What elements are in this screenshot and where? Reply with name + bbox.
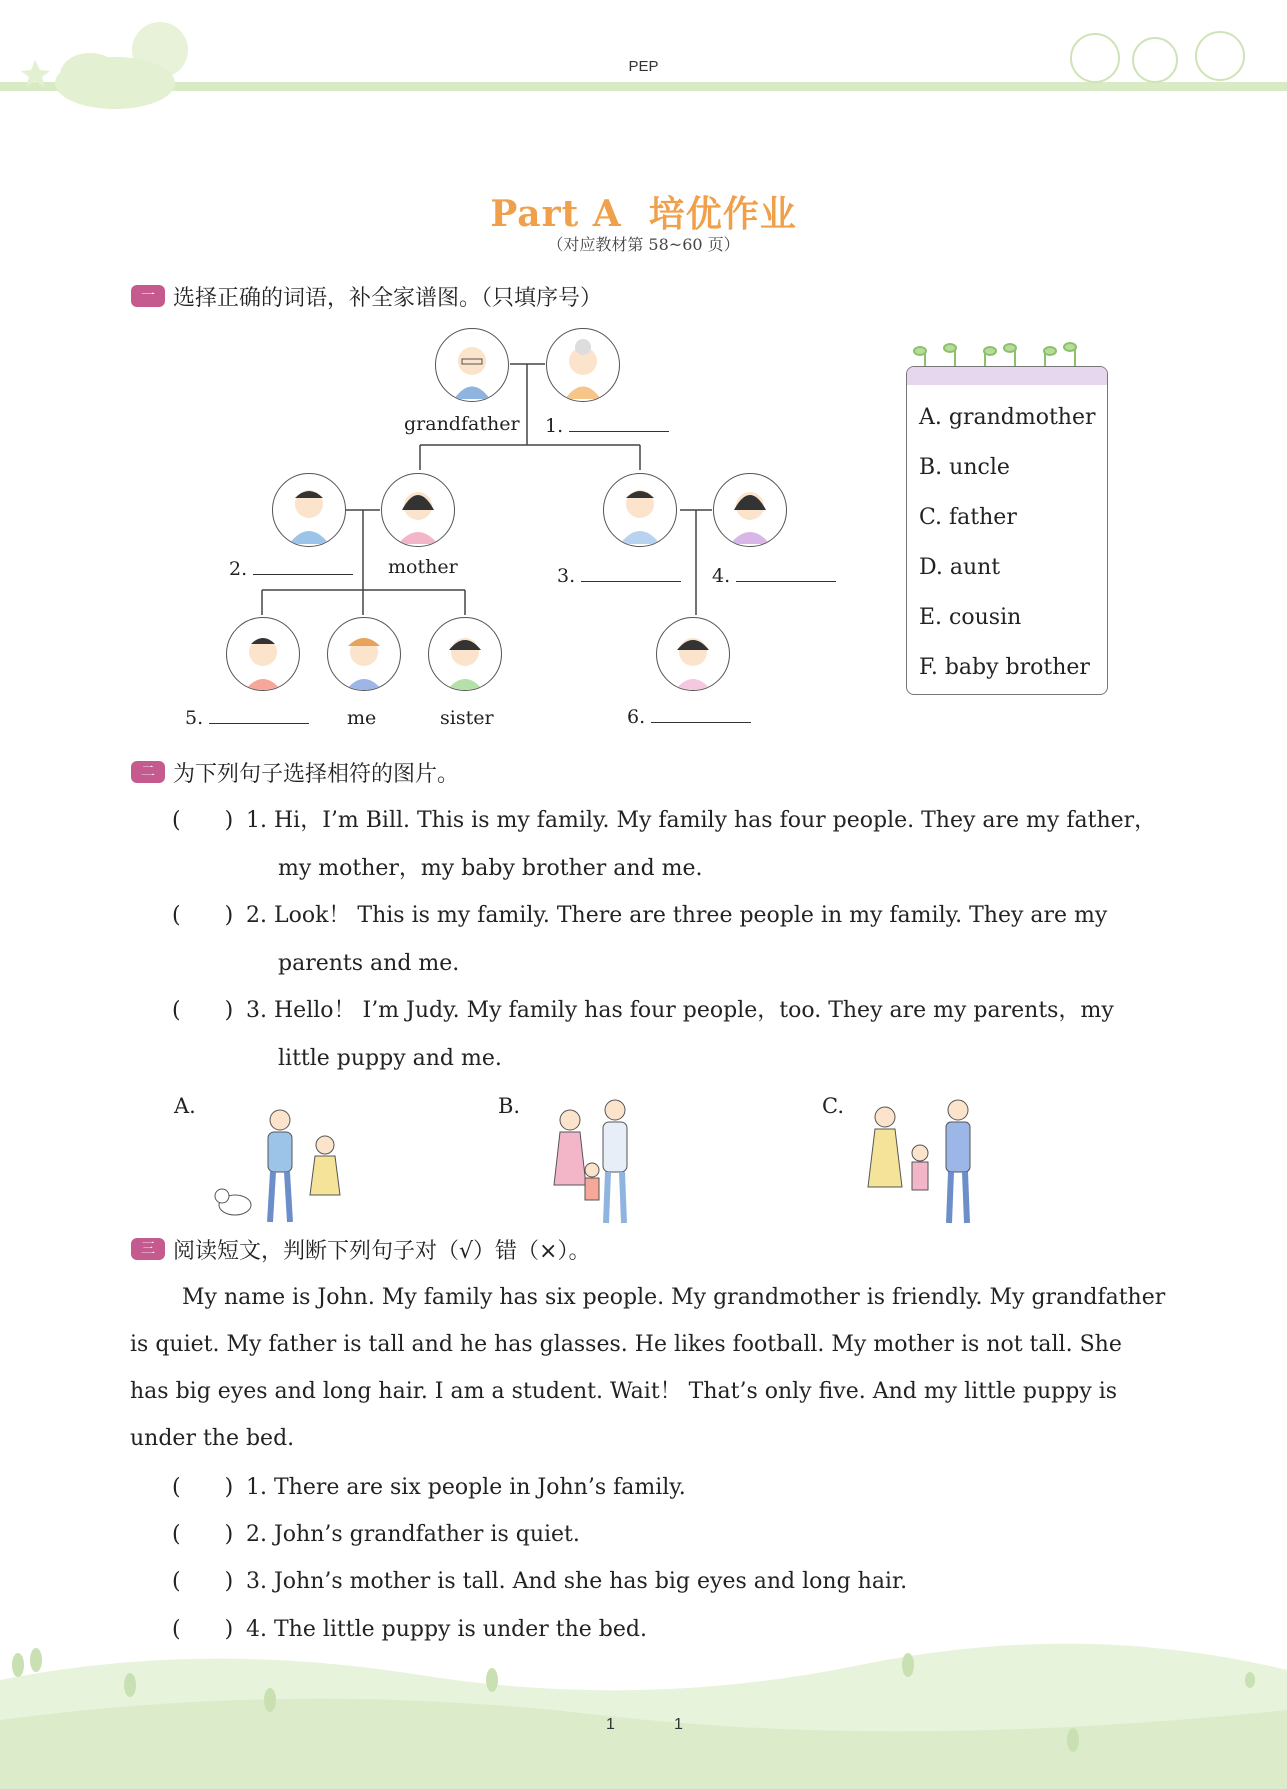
s2-item2-line2: parents and me. xyxy=(278,951,460,976)
option-d: D. aunt xyxy=(919,555,1001,580)
passage-line: is quiet. My father is tall and he has glasses. He likes football. My mother is not tall. She xyxy=(130,1332,1122,1357)
s2-item3-line2: little puppy and me. xyxy=(278,1046,502,1071)
page-number-left: 1 xyxy=(606,1716,615,1733)
blank-6[interactable] xyxy=(627,704,751,728)
cousin-avatar xyxy=(656,617,730,691)
blank-number: 3. xyxy=(557,565,576,587)
picture-a-family-with-puppy xyxy=(210,1100,350,1230)
blank-number: 5. xyxy=(185,707,204,729)
blank-2[interactable] xyxy=(229,556,353,580)
section3-badge: 三 xyxy=(131,1238,165,1260)
grandmother-avatar xyxy=(546,328,620,402)
label-grandfather: grandfather xyxy=(404,413,520,435)
mother-avatar xyxy=(381,473,455,547)
s3-item4-paren[interactable]: ( ) xyxy=(172,1617,234,1642)
option-e: E. cousin xyxy=(919,605,1022,630)
blank-5[interactable] xyxy=(185,705,309,729)
option-b: B. uncle xyxy=(919,455,1010,480)
section2-title: 为下列句子选择相符的图片。 xyxy=(173,762,460,787)
option-a: A. grandmother xyxy=(919,405,1096,430)
footer-hills-decoration xyxy=(0,1620,1287,1789)
me-avatar xyxy=(327,617,401,691)
reading-passage xyxy=(130,1274,1166,1462)
s2-item3-line1: 3. Hello！ I’m Judy. My family has four people，too. They are my parents，my xyxy=(246,998,1114,1023)
blank-number: 2. xyxy=(229,558,248,580)
label-sister: sister xyxy=(440,707,494,729)
section1-badge: 一 xyxy=(131,285,165,307)
s3-item3-text: 3. John’s mother is tall. And she has big eyes and long hair. xyxy=(246,1569,908,1594)
blank-number: 4. xyxy=(712,565,731,587)
baby-brother-avatar xyxy=(226,617,300,691)
picture-c-label: C. xyxy=(822,1094,844,1118)
sprouts-decoration xyxy=(910,335,1100,370)
uncle-avatar xyxy=(603,473,677,547)
s3-item1-text: 1. There are six people in John’s family. xyxy=(246,1475,686,1500)
page-title xyxy=(0,186,1287,237)
option-c: C. father xyxy=(919,505,1017,530)
s2-item2-paren[interactable]: ( ) xyxy=(172,903,234,928)
picture-c-family-of-three xyxy=(860,1095,985,1230)
picture-b-family-with-baby xyxy=(540,1095,650,1230)
s2-item1-paren[interactable]: ( ) xyxy=(172,808,234,833)
s3-item2-paren[interactable]: ( ) xyxy=(172,1522,234,1547)
animal-faces-decoration xyxy=(1055,20,1255,85)
blank-1[interactable] xyxy=(545,413,669,437)
s3-item2-text: 2. John’s grandfather is quiet. xyxy=(246,1522,580,1547)
passage-line: has big eyes and long hair. I am a student. Wait！ That’s only five. And my little puppy is xyxy=(130,1379,1118,1404)
s2-item2-line1: 2. Look！ This is my family. There are three people in my family. They are my xyxy=(246,903,1108,928)
picture-a-label: A. xyxy=(174,1094,196,1118)
label-me: me xyxy=(347,707,377,729)
s3-item4-text: 4. The little puppy is under the bed. xyxy=(246,1617,647,1642)
s2-item3-paren[interactable]: ( ) xyxy=(172,998,234,1023)
s2-item1-line1: 1. Hi，I’m Bill. This is my family. My family has four people. They are my father， xyxy=(246,808,1157,833)
page-number-right: 1 xyxy=(674,1716,683,1733)
s2-item1-line2: my mother，my baby brother and me. xyxy=(278,856,703,881)
page-subtitle: （对应教材第 58~60 页） xyxy=(547,235,740,254)
passage-line: My name is John. My family has six people. My grandmother is friendly. My grandfather xyxy=(182,1285,1166,1310)
blank-number: 6. xyxy=(627,706,646,728)
father-avatar xyxy=(272,473,346,547)
s3-item3-paren[interactable]: ( ) xyxy=(172,1569,234,1594)
blank-4[interactable] xyxy=(712,563,836,587)
picture-b-label: B. xyxy=(498,1094,521,1118)
label-mother: mother xyxy=(388,556,458,578)
blank-3[interactable] xyxy=(557,563,681,587)
title-cn: 培优作业 xyxy=(648,193,797,235)
word-options-box xyxy=(906,366,1108,695)
section3-title: 阅读短文，判断下列句子对（√）错（×）。 xyxy=(173,1239,591,1264)
sister-avatar xyxy=(428,617,502,691)
aunt-avatar xyxy=(713,473,787,547)
blank-number: 1. xyxy=(545,415,564,437)
section2-badge: 二 xyxy=(131,761,165,783)
header-label: PEP xyxy=(628,58,659,75)
section1-title: 选择正确的词语，补全家谱图。（只填序号） xyxy=(173,286,603,311)
passage-line: under the bed. xyxy=(130,1426,295,1451)
grandfather-avatar xyxy=(435,328,509,402)
title-part: Part A xyxy=(490,193,622,235)
s3-item1-paren[interactable]: ( ) xyxy=(172,1475,234,1500)
option-f: F. baby brother xyxy=(919,655,1090,680)
